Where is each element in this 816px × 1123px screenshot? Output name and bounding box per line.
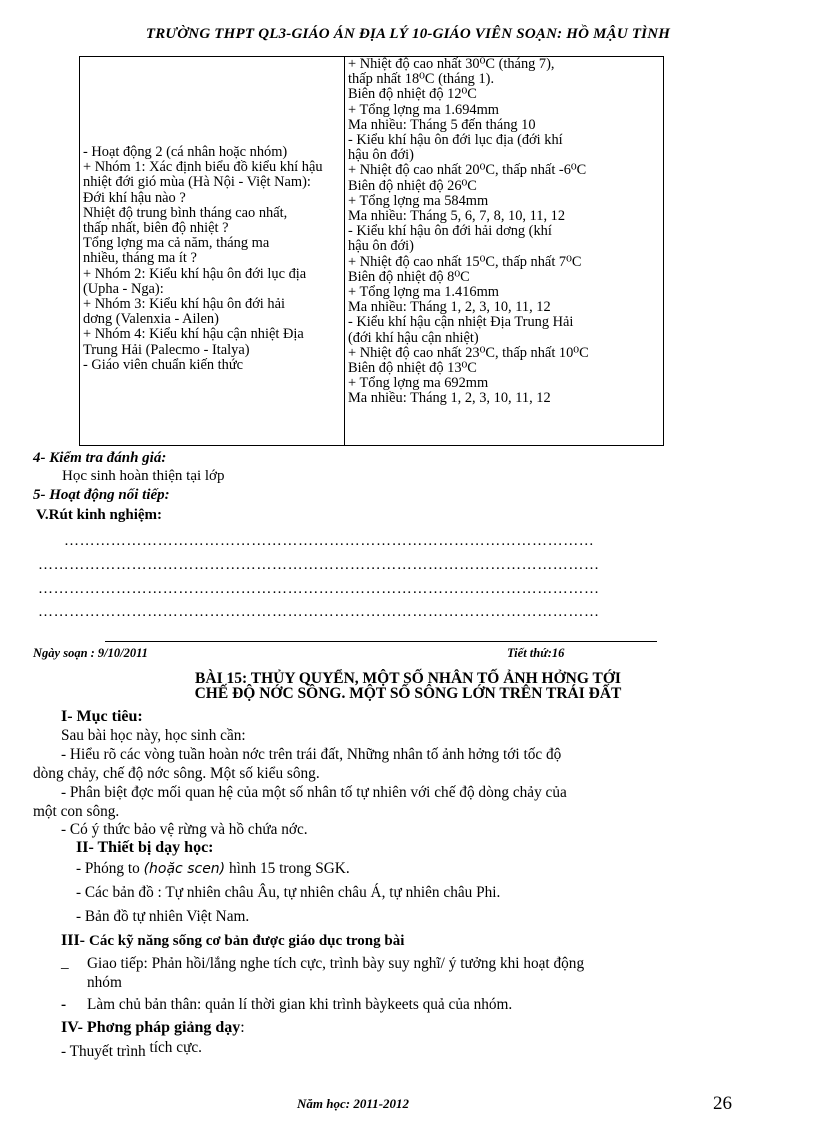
objective-2: - Phân biệt đợc mối quan hệ của một số nhân tố tự nhiên với chế độ dòng chảy của [61,784,567,801]
methods-title-b: pháp giảng dạy [135,1019,241,1036]
table-line: - Hoạt động 2 (cá nhân hoặc nhóm) [83,144,288,160]
table-line: (Upha - Nga): [83,280,164,297]
table-line: nhiệt đới gió mùa (Hà Nội - Việt Nam): [83,174,311,191]
separator-rule [105,641,657,642]
section-v-title: V.Rút kinh nghiệm: [36,507,163,523]
table-line: + Tổng lợng ma 692mm [348,375,489,392]
skills-title-text: Các kỹ năng sống cơ bản được giáo dục trong bài [89,933,405,949]
table-right-cell [345,57,664,446]
lesson-title-line1: BÀI 15: THỦY QUYỂN, MỘT SỐ NHÂN TỐ ẢNH HỞNG TỚI [195,670,621,687]
skills-title [61,932,404,950]
section-5-title: 5- Hoạt động nối tiếp: [33,487,170,503]
table-line: Đới khí hậu nào ? [83,189,186,206]
methods-item-1-a: - Thuyết trình [61,1043,146,1060]
methods-item-1 [61,1039,202,1061]
table-line: + Nhiệt độ cao nhất 23⁰C, thấp nhất 10⁰C [348,344,589,361]
table-line: + Nhóm 2: Kiểu khí hậu ôn đới lục địa [83,265,307,282]
right-cell-text [348,57,660,407]
table-line: + Tổng lợng ma 1.694mm [348,101,499,118]
table-line: hậu ôn đới) [348,147,414,164]
table-line: hậu ôn đới) [348,238,414,255]
methods-item-1-b: tích cực. [149,1039,202,1056]
table-line: thấp nhất, biên độ nhiệt ? [83,220,229,237]
table-line: (đới khí hậu cận nhiệt) [348,329,479,346]
table-line: Nhiệt độ trung bình tháng cao nhất, [83,204,288,221]
table-line: dơng (Valenxia - Ailen) [83,311,219,328]
page-header: TRƯỜNG THPT QL3-GIÁO ÁN ĐỊA LÝ 10-GIÁO VIÊN SOẠN: HỒ MẬU TÌNH [145,26,671,42]
table-line: Ma nhiều: Tháng 5, 6, 7, 8, 10, 11, 12 [348,208,566,225]
table-line: + Tổng lợng ma 1.416mm [348,284,499,301]
table-line: Trung Hải (Palecmo - Italya) [83,341,250,358]
lesson-title-line2: CHẾ ĐỘ NỚC SÔNG. MỘT SỐ SÔNG LỚN TRÊN TRÁI ĐẤT [194,685,622,702]
table-line: + Nhóm 3: Kiểu khí hậu ôn đới hải [83,296,285,313]
table-line: + Nhóm 1: Xác định biểu đồ kiểu khí hậu [83,159,323,176]
methods-title-colon: : [240,1019,245,1036]
dotted-line: ……………………………………………………………………………………………… [38,604,600,620]
activity-table [79,56,664,446]
section-4-title: 4- Kiểm tra đánh giá: [33,450,167,466]
skills-item-1: Giao tiếp: Phản hồi/lắng nghe tích cực, trình bày suy nghĩ/ ý tưởng khi hoạt động [87,955,585,972]
skills-bullet-2: - [61,996,67,1013]
table-line: Biên độ nhiệt độ 8⁰C [348,268,470,285]
table-line: Ma nhiều: Tháng 1, 2, 3, 10, 11, 12 [348,299,551,316]
table-line: + Nhóm 4: Kiểu khí hậu cận nhiệt Địa [83,326,304,343]
section-4-body: Học sinh hoàn thiện tại lớp [62,468,225,484]
table-line: - Kiểu khí hậu cận nhiệt Địa Trung Hải [348,314,574,331]
table-line: Ma nhiều: Tháng 1, 2, 3, 10, 11, 12 [348,390,551,407]
table-line: + Nhiệt độ cao nhất 20⁰C, thấp nhất -6⁰C [348,162,587,179]
table-left-cell [80,57,345,446]
table-line: + Nhiệt độ cao nhất 15⁰C, thấp nhất 7⁰C [348,253,582,270]
objective-1: - Hiểu rõ các vòng tuần hoàn nớc trên trái đất, Những nhân tố ảnh hởng tới tốc độ [61,746,562,763]
objectives-intro: Sau bài học này, học sinh cần: [61,727,246,744]
page-number: 26 [713,1093,732,1114]
table-line: + Tổng lợng ma 584mm [348,192,489,209]
equipment-item-1-script: (hoặc scen) [143,861,226,877]
dotted-line: ……………………………………………………………………………………………… [38,581,600,597]
table-line: Biên độ nhiệt độ 13⁰C [348,360,477,377]
equipment-item-1 [76,860,350,878]
table-line: Ma nhiều: Tháng 5 đến tháng 10 [348,116,536,133]
table-line: thấp nhất 18⁰C (tháng 1). [348,71,495,88]
table-line: nhiều, tháng ma ít ? [83,250,197,267]
table-line: Tổng lợng ma cả năm, tháng ma [83,235,270,252]
table-line: + Nhiệt độ cao nhất 30⁰C (tháng 7), [348,56,555,72]
skills-item-1-cont: nhóm [87,974,122,991]
equipment-title: II- Thiết bị dạy học: [76,839,214,856]
table-line: - Kiểu khí hậu ôn đới lục địa (đới khí [348,132,563,149]
skills-bullet-1: _ [61,954,69,971]
objectives-title: I- Mục tiêu: [61,708,143,725]
left-cell-text [83,57,341,373]
period-label: Tiết thứ:16 [507,646,565,660]
skills-item-2: Làm chủ bản thân: quản lí thời gian khi trình bàykeets quả của nhóm. [87,996,513,1013]
dotted-line: ………………………………………………………………………………………… [64,533,595,549]
methods-title-a: IV- Phơng [61,1019,132,1036]
skills-title-prefix: III- [61,932,86,949]
objective-1-cont: dòng chảy, chế độ nớc sông. Một số kiểu sông. [33,765,320,782]
equipment-item-3: - Bản đồ tự nhiên Việt Nam. [76,908,250,925]
equipment-item-1-a: - Phóng to [76,860,140,877]
table-line: Biên độ nhiệt độ 26⁰C [348,177,477,194]
methods-title [61,1019,245,1037]
table-line: - Kiểu khí hậu ôn đới hải dơng (khí [348,223,552,240]
objective-3: - Có ý thức bảo vệ rừng và hồ chứa nớc. [61,821,308,838]
table-line: - Giáo viên chuẩn kiến thức [83,356,244,373]
equipment-item-1-b: hình 15 trong SGK. [228,860,350,877]
footer-year: Năm học: 2011-2012 [297,1096,409,1111]
date-label: Ngày soạn : 9/10/2011 [33,646,148,660]
objective-2-cont: một con sông. [33,803,120,820]
equipment-item-2: - Các bản đồ : Tự nhiên châu Âu, tự nhiên châu Á, tự nhiên châu Phi. [76,884,501,901]
dotted-line: ……………………………………………………………………………………………… [38,557,600,573]
table-line: Biên độ nhiệt độ 12⁰C [348,86,477,103]
